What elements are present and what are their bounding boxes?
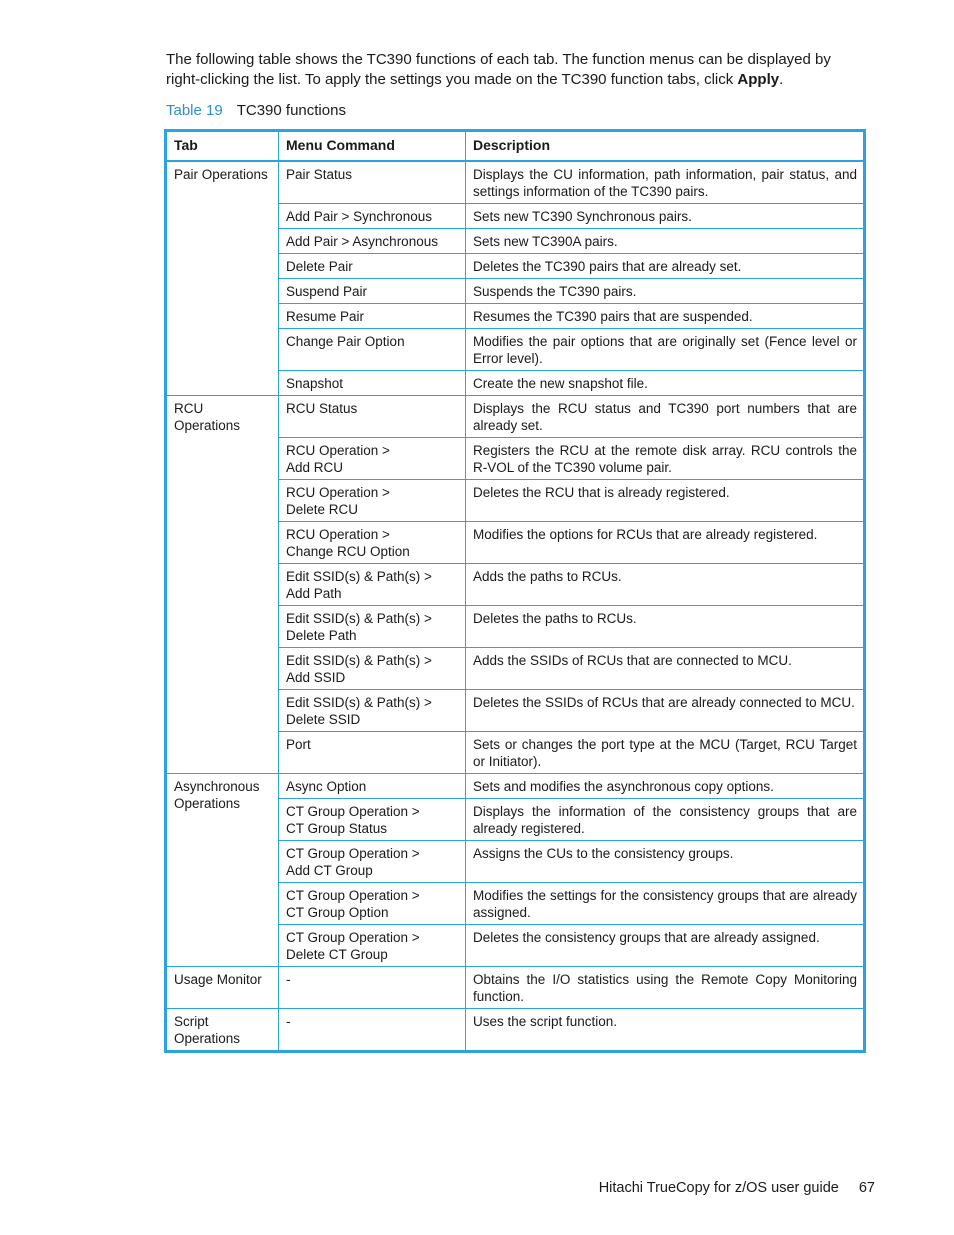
header-menu-command: Menu Command <box>279 131 466 162</box>
cell-description: Create the new snapshot file. <box>466 371 865 396</box>
cell-description: Sets new TC390A pairs. <box>466 229 865 254</box>
cell-description: Displays the CU information, path information, pair status, and settings information of the TC390 pairs. <box>466 161 865 204</box>
cell-menu-command: RCU Operation > Add RCU <box>279 438 466 480</box>
intro-paragraph <box>166 50 856 89</box>
cell-tab: RCU Operations <box>166 396 279 774</box>
cell-menu-command: Async Option <box>279 774 466 799</box>
cell-tab: Script Operations <box>166 1009 279 1052</box>
cell-description: Uses the script function. <box>466 1009 865 1052</box>
cell-description: Suspends the TC390 pairs. <box>466 279 865 304</box>
cell-description: Modifies the options for RCUs that are already registered. <box>466 522 865 564</box>
cell-menu-command: Edit SSID(s) & Path(s) > Add SSID <box>279 648 466 690</box>
cell-description: Deletes the paths to RCUs. <box>466 606 865 648</box>
table-row <box>166 1009 865 1052</box>
cell-menu-command: Add Pair > Synchronous <box>279 204 466 229</box>
cell-menu-command: Delete Pair <box>279 254 466 279</box>
cell-description: Deletes the RCU that is already registered. <box>466 480 865 522</box>
functions-table-container <box>164 129 863 1053</box>
cell-menu-command: Pair Status <box>279 161 466 204</box>
cell-description: Obtains the I/O statistics using the Remote Copy Monitoring function. <box>466 967 865 1009</box>
cell-tab: Usage Monitor <box>166 967 279 1009</box>
cell-menu-command: CT Group Operation > Add CT Group <box>279 841 466 883</box>
cell-description: Resumes the TC390 pairs that are suspended. <box>466 304 865 329</box>
cell-description: Deletes the consistency groups that are already assigned. <box>466 925 865 967</box>
header-tab: Tab <box>166 131 279 162</box>
cell-menu-command: Port <box>279 732 466 774</box>
cell-menu-command: Edit SSID(s) & Path(s) > Add Path <box>279 564 466 606</box>
cell-menu-command: Suspend Pair <box>279 279 466 304</box>
functions-table <box>164 129 866 1053</box>
apply-keyword: Apply <box>737 70 780 88</box>
cell-description: Modifies the pair options that are originally set (Fence level or Error level). <box>466 329 865 371</box>
footer-title: Hitachi TrueCopy for z/OS user guide <box>598 1180 839 1196</box>
cell-tab: Pair Operations <box>166 161 279 396</box>
cell-description: Sets new TC390 Synchronous pairs. <box>466 204 865 229</box>
cell-description: Adds the SSIDs of RCUs that are connected to MCU. <box>466 648 865 690</box>
cell-menu-command: Change Pair Option <box>279 329 466 371</box>
table-caption-label: Table 19 <box>166 102 223 119</box>
cell-description: Adds the paths to RCUs. <box>466 564 865 606</box>
cell-tab: Asynchronous Operations <box>166 774 279 967</box>
cell-description: Sets and modifies the asynchronous copy options. <box>466 774 865 799</box>
cell-menu-command: RCU Operation > Change RCU Option <box>279 522 466 564</box>
table-body <box>166 161 865 1052</box>
cell-description: Sets or changes the port type at the MCU (Target, RCU Target or Initiator). <box>466 732 865 774</box>
cell-menu-command: RCU Status <box>279 396 466 438</box>
intro-end: . <box>779 70 784 88</box>
cell-menu-command: - <box>279 967 466 1009</box>
cell-description: Displays the RCU status and TC390 port numbers that are already set. <box>466 396 865 438</box>
cell-menu-command: Edit SSID(s) & Path(s) > Delete Path <box>279 606 466 648</box>
table-row <box>166 967 865 1009</box>
cell-description: Registers the RCU at the remote disk array. RCU controls the R-VOL of the TC390 volume pair. <box>466 438 865 480</box>
table-header-row <box>166 131 865 162</box>
intro-text: The following table shows the TC390 functions of each tab. The function menus can be displayed by right-clicking the list. To apply the settings you made on the TC390 function tabs, click <box>166 51 831 88</box>
cell-menu-command: Add Pair > Asynchronous <box>279 229 466 254</box>
cell-menu-command: - <box>279 1009 466 1052</box>
page-number: 67 <box>858 1180 875 1196</box>
cell-menu-command: RCU Operation > Delete RCU <box>279 480 466 522</box>
cell-menu-command: CT Group Operation > Delete CT Group <box>279 925 466 967</box>
cell-description: Displays the information of the consistency groups that are already registered. <box>466 799 865 841</box>
table-row <box>166 396 865 438</box>
cell-menu-command: Edit SSID(s) & Path(s) > Delete SSID <box>279 690 466 732</box>
page-footer <box>599 1179 875 1197</box>
table-caption-title: TC390 functions <box>236 102 346 119</box>
cell-description: Deletes the TC390 pairs that are already set. <box>466 254 865 279</box>
cell-description: Deletes the SSIDs of RCUs that are already connected to MCU. <box>466 690 865 732</box>
header-description: Description <box>466 131 865 162</box>
cell-menu-command: Snapshot <box>279 371 466 396</box>
table-row <box>166 161 865 204</box>
table-row <box>166 774 865 799</box>
cell-description: Assigns the CUs to the consistency groups. <box>466 841 865 883</box>
table-caption <box>166 101 346 120</box>
cell-menu-command: Resume Pair <box>279 304 466 329</box>
cell-description: Modifies the settings for the consistency groups that are already assigned. <box>466 883 865 925</box>
cell-menu-command: CT Group Operation > CT Group Status <box>279 799 466 841</box>
cell-menu-command: CT Group Operation > CT Group Option <box>279 883 466 925</box>
